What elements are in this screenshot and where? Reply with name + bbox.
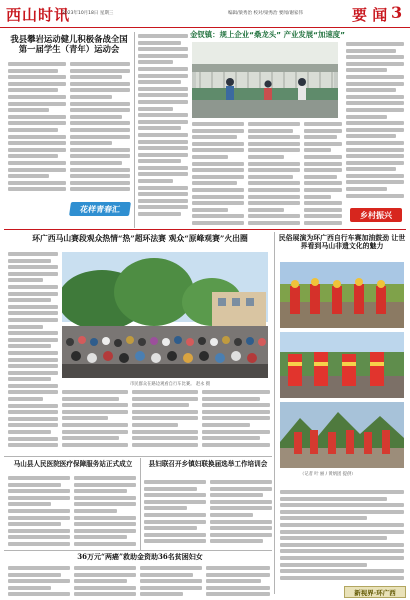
kindergarten-headline: 我县攀岩运动健儿积极备战全国第一届学生（青年）运动会 — [10, 34, 128, 55]
bike-body-col3 — [132, 390, 198, 454]
editor-credits: 编辑/梁秀治 校对/梁秀治 要闻/谢家伟 — [228, 11, 303, 16]
silk-body-col3 — [248, 122, 300, 228]
masthead — [0, 0, 410, 28]
rural-revitalization-badge: 乡村振兴 — [350, 208, 402, 222]
silk-factory-photo — [192, 42, 338, 118]
column-divider — [140, 458, 141, 550]
bike-crowd-photo — [62, 252, 268, 378]
hospital-body-col1 — [8, 476, 70, 548]
column-divider — [274, 232, 275, 594]
judicial-body-col2 — [210, 480, 272, 548]
youth-column-badge: 花样青春汇 — [69, 202, 131, 216]
hospital-headline: 马山县人民医院医疗保障服务站正式成立 — [13, 460, 133, 468]
silk-body-col5 — [346, 42, 404, 204]
folk-dance-photo-bottom — [280, 402, 404, 468]
section-divider — [4, 229, 406, 230]
women-body-col3 — [140, 566, 202, 598]
bike-body-col4 — [202, 390, 270, 454]
women-body-col4 — [206, 566, 270, 598]
row-divider — [4, 550, 272, 551]
judicial-headline: 县妇联召开乡镇妇联换届选举工作培训会 — [148, 460, 268, 468]
column-divider — [134, 32, 135, 228]
section-title: 要 闻 — [352, 6, 388, 24]
silk-body-col4 — [304, 122, 342, 228]
footer-column-badge: 新视界·环广西 — [344, 586, 406, 598]
bike-photo-caption: 市民群众在路边观看自行车比赛。 赵永 摄 — [130, 382, 211, 387]
bike-headline: 环广西马山赛段观众热情“热”超环法赛 观众“原峰观赛”火出圈 — [32, 234, 248, 243]
silk-body-col2 — [192, 122, 244, 228]
women-body-col2 — [74, 566, 136, 598]
silk-body-col1 — [138, 34, 188, 228]
newspaper-logo: 西山时讯 — [6, 6, 71, 24]
judicial-body-col1 — [144, 480, 206, 548]
row-divider — [4, 456, 272, 457]
page-number: 3 — [391, 3, 403, 22]
folk-dance-photo-middle — [280, 332, 404, 398]
women-body-col1 — [8, 566, 70, 598]
kindergarten-body-col2 — [70, 62, 130, 198]
hospital-body-col2 — [74, 476, 136, 548]
bike-body-col2 — [62, 390, 128, 454]
folk-headline: 民俗展演为环广西自行车赛加油鼓劲 让世界看到马山非遗文化的魅力 — [278, 234, 406, 251]
bike-body-col-left — [8, 252, 58, 452]
women-relief-headline: 36万元“两癌”救助金资助36名贫困妇女 — [77, 552, 203, 561]
folk-body-col — [280, 490, 404, 582]
kindergarten-body-col1 — [8, 62, 66, 198]
folk-dance-photo-top — [280, 262, 404, 328]
silk-headline: 金钗镇：规上企业“桑龙头” 产业发展“加速度” — [190, 30, 346, 39]
folk-photo-credit: （记者 叶 丽 / 黄炳团 提供） — [300, 472, 356, 477]
issue-date: 2023年10月18日 星期三 — [62, 11, 114, 16]
